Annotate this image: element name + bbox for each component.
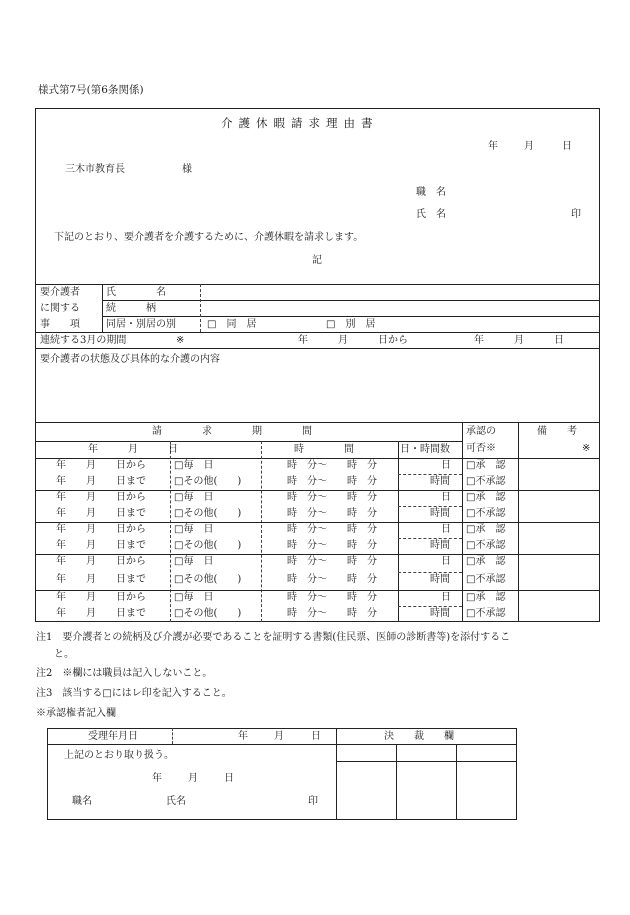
subheader-count: 日・時間数 (400, 444, 450, 455)
row-separator (35, 490, 600, 491)
row-separator (35, 522, 600, 523)
position-label: 職 名 (416, 187, 446, 198)
row-4-every-day-checkbox[interactable]: □毎 日 (174, 556, 214, 567)
approver-name-label: 氏名 (166, 796, 186, 807)
row-2-hour-count-input[interactable]: 時間 (430, 508, 450, 519)
row-3-every-day-checkbox[interactable]: □毎 日 (174, 524, 214, 535)
received-year[interactable]: 年 (238, 731, 248, 742)
received-month[interactable]: 月 (274, 731, 284, 742)
remarks-staff-mark: ※ (582, 443, 591, 454)
subheader-time: 時 間 (294, 444, 354, 455)
row-1-date-to-input[interactable]: 年 月 日まで (56, 476, 146, 487)
care-relation-label: 続 柄 (106, 303, 156, 314)
row-2-time-range-2-input[interactable]: 時 分～ 時 分 (287, 508, 377, 519)
row-1-time-range-2-input[interactable]: 時 分～ 時 分 (287, 476, 377, 487)
row-4-hour-count-input[interactable]: 時間 (430, 574, 450, 585)
row-5-reject-checkbox[interactable]: □不承認 (466, 608, 506, 619)
addressee: 三木市教育長 (65, 164, 125, 175)
request-table-top-line (35, 422, 600, 423)
row-2-approve-checkbox[interactable]: □承 認 (466, 492, 506, 503)
received-day[interactable]: 日 (311, 731, 321, 742)
row-3-time-range-2-input[interactable]: 時 分～ 時 分 (287, 540, 377, 551)
row-4-reject-checkbox[interactable]: □不承認 (466, 574, 506, 585)
count-cell-divider (398, 538, 462, 539)
note-1-continued: と。 (54, 649, 74, 660)
row-5-other-checkbox[interactable]: □その他( ) (174, 608, 242, 619)
row-3-hour-count-input[interactable]: 時間 (430, 540, 450, 551)
row-5-every-day-checkbox[interactable]: □毎 日 (174, 592, 214, 603)
addressee-honorific: 様 (182, 164, 192, 175)
row-2-day-count-input[interactable]: 日 (441, 492, 451, 503)
row-2-date-to-input[interactable]: 年 月 日まで (56, 508, 146, 519)
note-3: 注3 該当する□にはレ印を記入すること。 (36, 688, 232, 699)
row-1-every-day-checkbox[interactable]: □毎 日 (174, 460, 214, 471)
request-period-header: 請 求 期 間 (152, 426, 312, 437)
note-1: 注1 要介護者との続柄及び介護が必要であることを証明する書類(住民票、医師の診断書等)を添付するこ (36, 632, 511, 643)
row-5-time-range-2-input[interactable]: 時 分～ 時 分 (287, 608, 377, 619)
approver-heading: ※承認権者記入欄 (36, 708, 116, 719)
row-3-date-to-input[interactable]: 年 月 日まで (56, 540, 146, 551)
seal-mark: 印 (571, 209, 581, 220)
row-5-time-range-1-input[interactable]: 時 分～ 時 分 (287, 592, 377, 603)
remarks-header: 備 考 (537, 426, 577, 437)
applicant-name-label: 氏 名 (416, 209, 446, 220)
date-month-label[interactable]: 月 (524, 141, 534, 152)
row-4-date-from-input[interactable]: 年 月 日から (56, 556, 146, 567)
handling-year[interactable]: 年 (152, 773, 162, 784)
row-5-hour-count-input[interactable]: 時間 (430, 608, 450, 619)
row-5-date-from-input[interactable]: 年 月 日から (56, 592, 146, 603)
subheader-date: 年 月 日 (88, 444, 178, 455)
handling-text: 上記のとおり取り扱う。 (64, 750, 174, 761)
request-statement: 下記のとおり、要介護者を介護するために、介護休暇を請求します。 (54, 232, 364, 243)
count-cell-divider (398, 572, 462, 573)
handling-day[interactable]: 日 (224, 773, 234, 784)
row-1-reject-checkbox[interactable]: □不承認 (466, 476, 506, 487)
date-day-label[interactable]: 日 (562, 141, 572, 152)
row-3-time-range-1-input[interactable]: 時 分～ 時 分 (287, 524, 377, 535)
row-1-approve-checkbox[interactable]: □承 認 (466, 460, 506, 471)
row-1-date-from-input[interactable]: 年 月 日から (56, 460, 146, 471)
row-1-time-range-1-input[interactable]: 時 分～ 時 分 (287, 460, 377, 471)
approver-position-label: 職名 (72, 796, 92, 807)
row-3-date-from-input[interactable]: 年 月 日から (56, 524, 146, 535)
row-3-day-count-input[interactable]: 日 (441, 524, 451, 535)
care-living-label: 同居・別居の別 (106, 319, 176, 330)
approval-header-line-2: 可否※ (466, 443, 496, 454)
count-cell-divider (398, 506, 462, 507)
note-2: 注2 ※欄には職員は記入しないこと。 (36, 668, 213, 679)
care-name-label: 氏 名 (106, 287, 166, 298)
decision-label: 決 裁 欄 (384, 731, 454, 742)
row-4-day-count-input[interactable]: 日 (441, 556, 451, 567)
care-section-label-1: 要介護者 (40, 287, 80, 298)
row-1-hour-count-input[interactable]: 時間 (430, 476, 450, 487)
row-5-day-count-input[interactable]: 日 (441, 592, 451, 603)
row-separator (35, 554, 600, 555)
care-condition-label: 要介護者の状態及び具体的な介護の内容 (40, 354, 220, 365)
row-3-reject-checkbox[interactable]: □不承認 (466, 540, 506, 551)
period-from-date[interactable]: 年 月 日から (298, 335, 408, 346)
row-4-other-checkbox[interactable]: □その他( ) (174, 574, 242, 585)
row-5-approve-checkbox[interactable]: □承 認 (466, 592, 506, 603)
row-1-day-count-input[interactable]: 日 (441, 460, 451, 471)
row-2-date-from-input[interactable]: 年 月 日から (56, 492, 146, 503)
count-cell-divider (398, 606, 462, 607)
living-apart-checkbox[interactable]: □ 別 居 (326, 319, 376, 330)
ki-label: 記 (312, 255, 322, 266)
care-section-label-2: に関する (40, 303, 80, 314)
received-date-label: 受理年月日 (88, 731, 138, 742)
care-section-label-3: 事 項 (40, 319, 80, 330)
period-to-date[interactable]: 年 月 日 (474, 335, 564, 346)
handling-month[interactable]: 月 (188, 773, 198, 784)
row-1-other-checkbox[interactable]: □その他( ) (174, 476, 242, 487)
care-section-top-line (35, 284, 600, 285)
form-title: 介護休暇請求理由書 (221, 116, 379, 130)
approval-header-line-1: 承認の (466, 426, 496, 437)
row-2-reject-checkbox[interactable]: □不承認 (466, 508, 506, 519)
row-3-other-checkbox[interactable]: □その他( ) (174, 540, 242, 551)
date-year-label[interactable]: 年 (488, 141, 498, 152)
approver-seal: 印 (308, 796, 318, 807)
row-4-time-range-2-input[interactable]: 時 分～ 時 分 (287, 574, 377, 585)
row-separator (35, 590, 600, 591)
count-cell-divider (398, 474, 462, 475)
row-2-every-day-checkbox[interactable]: □毎 日 (174, 492, 214, 503)
row-2-other-checkbox[interactable]: □その他( ) (174, 508, 242, 519)
row-5-date-to-input[interactable]: 年 月 日まで (56, 608, 146, 619)
form-number: 様式第7号(第6条関係) (38, 84, 144, 96)
row-4-approve-checkbox[interactable]: □承 認 (466, 556, 506, 567)
row-2-time-range-1-input[interactable]: 時 分～ 時 分 (287, 492, 377, 503)
row-4-date-to-input[interactable]: 年 月 日まで (56, 574, 146, 585)
row-3-approve-checkbox[interactable]: □承 認 (466, 524, 506, 535)
living-together-checkbox[interactable]: □ 同 居 (207, 319, 257, 330)
period-staff-mark: ※ (176, 335, 185, 346)
period-label: 連続する3月の期間 (40, 335, 127, 346)
row-4-time-range-1-input[interactable]: 時 分～ 時 分 (287, 556, 377, 567)
